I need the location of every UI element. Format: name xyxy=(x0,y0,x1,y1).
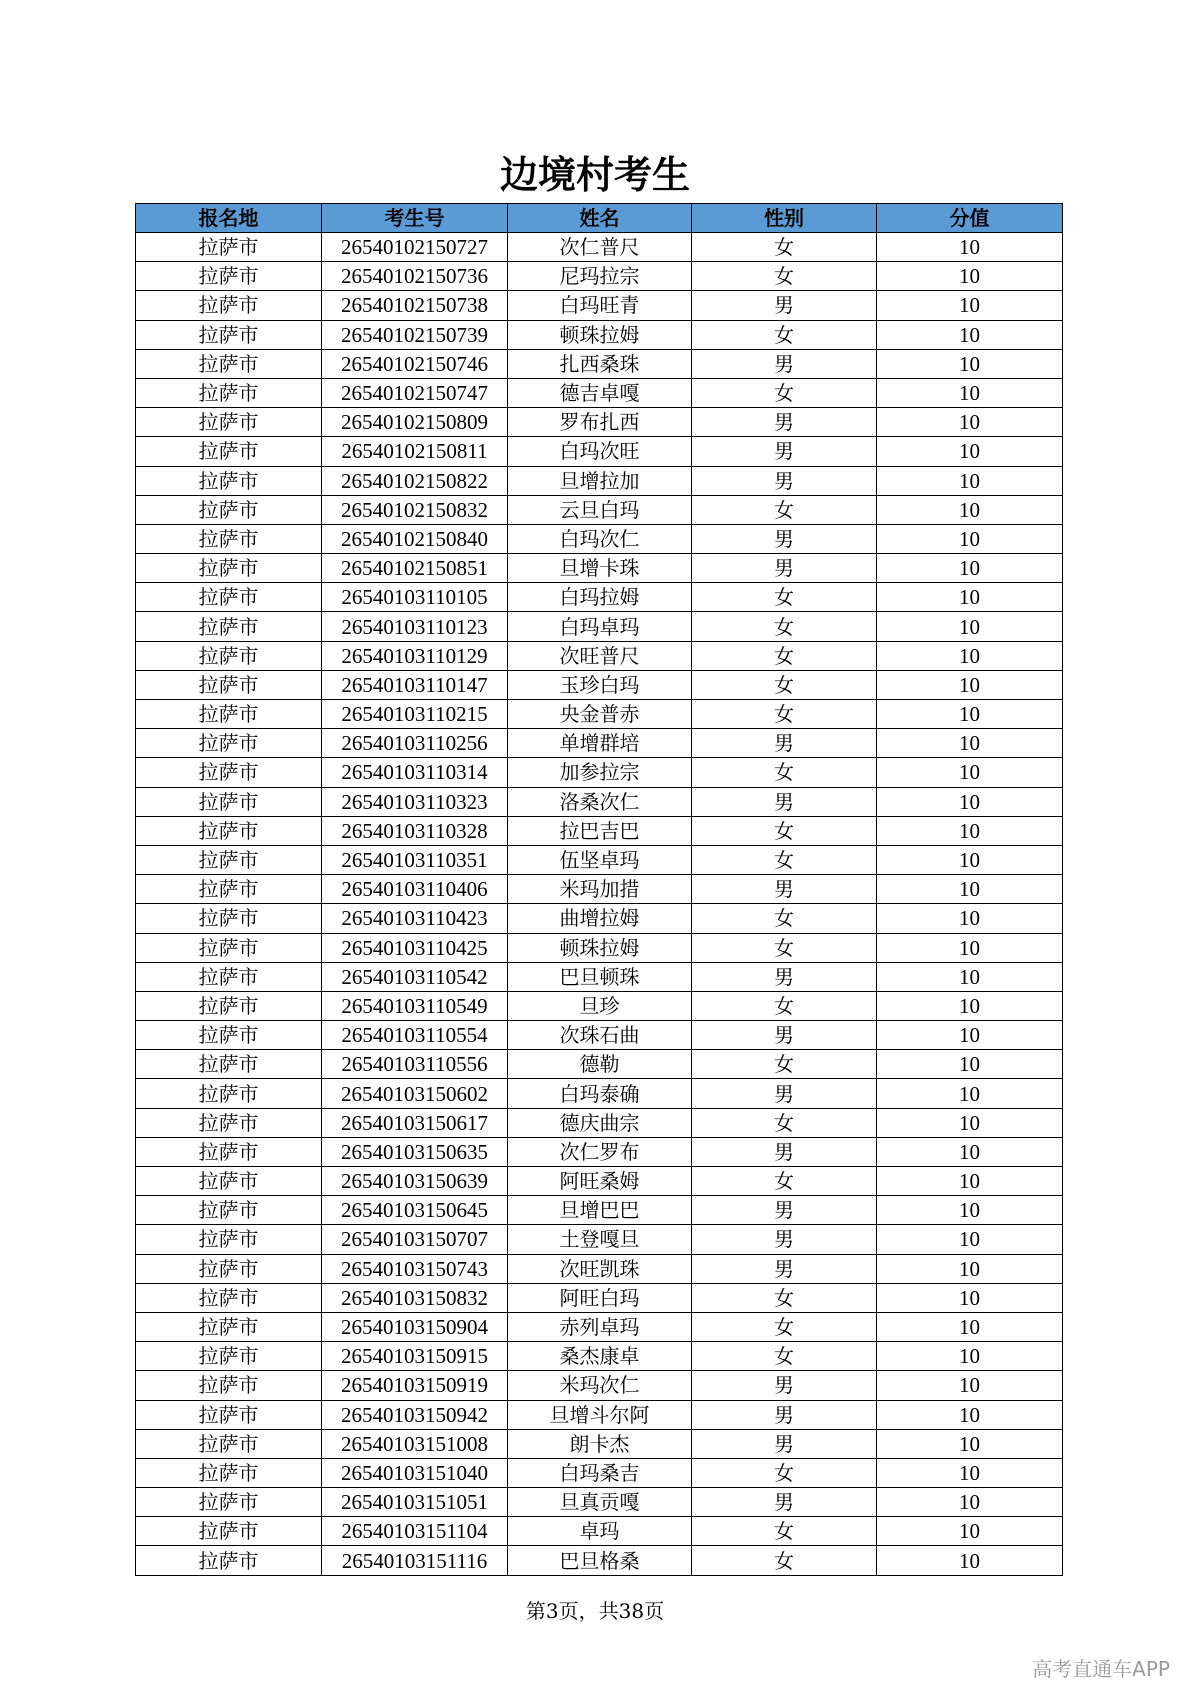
cell-score: 10 xyxy=(877,1137,1063,1166)
cell-score: 10 xyxy=(877,378,1063,407)
cell-gender: 女 xyxy=(692,758,877,787)
cell-name: 巴旦顿珠 xyxy=(508,962,692,991)
cell-score: 10 xyxy=(877,670,1063,699)
cell-score: 10 xyxy=(877,1021,1063,1050)
table-row xyxy=(136,1167,1063,1196)
table-row xyxy=(136,845,1063,874)
cell-candidate-number: 26540102150822 xyxy=(322,466,508,495)
cell-gender: 女 xyxy=(692,670,877,699)
cell-registration-place: 拉萨市 xyxy=(136,1400,322,1429)
cell-score: 10 xyxy=(877,612,1063,641)
cell-gender: 男 xyxy=(692,1400,877,1429)
cell-registration-place: 拉萨市 xyxy=(136,700,322,729)
cell-name: 罗布扎西 xyxy=(508,408,692,437)
cell-score: 10 xyxy=(877,1225,1063,1254)
cell-gender: 男 xyxy=(692,1079,877,1108)
cell-name: 米玛次仁 xyxy=(508,1371,692,1400)
table-row xyxy=(136,1196,1063,1225)
header-score: 分值 xyxy=(877,204,1063,233)
cell-candidate-number: 26540102150811 xyxy=(322,437,508,466)
cell-candidate-number: 26540103110406 xyxy=(322,875,508,904)
cell-name: 德吉卓嘎 xyxy=(508,378,692,407)
table-row xyxy=(136,816,1063,845)
cell-candidate-number: 26540103150645 xyxy=(322,1196,508,1225)
cell-name: 土登嘎旦 xyxy=(508,1225,692,1254)
cell-name: 白玛次仁 xyxy=(508,524,692,553)
cell-gender: 男 xyxy=(692,962,877,991)
cell-gender: 男 xyxy=(692,1196,877,1225)
cell-name: 次仁普尺 xyxy=(508,233,692,262)
cell-score: 10 xyxy=(877,262,1063,291)
cell-registration-place: 拉萨市 xyxy=(136,641,322,670)
cell-registration-place: 拉萨市 xyxy=(136,1050,322,1079)
cell-score: 10 xyxy=(877,1050,1063,1079)
cell-candidate-number: 26540103150904 xyxy=(322,1312,508,1341)
cell-registration-place: 拉萨市 xyxy=(136,904,322,933)
cell-candidate-number: 26540103110215 xyxy=(322,700,508,729)
cell-name: 拉巴吉巴 xyxy=(508,816,692,845)
table-row xyxy=(136,1429,1063,1458)
cell-score: 10 xyxy=(877,466,1063,495)
table-row xyxy=(136,320,1063,349)
table-row xyxy=(136,787,1063,816)
cell-candidate-number: 26540103110147 xyxy=(322,670,508,699)
cell-name: 米玛加措 xyxy=(508,875,692,904)
cell-registration-place: 拉萨市 xyxy=(136,670,322,699)
cell-score: 10 xyxy=(877,1079,1063,1108)
cell-registration-place: 拉萨市 xyxy=(136,991,322,1020)
cell-candidate-number: 26540103151051 xyxy=(322,1488,508,1517)
cell-gender: 女 xyxy=(692,845,877,874)
cell-gender: 男 xyxy=(692,466,877,495)
table-row xyxy=(136,1050,1063,1079)
cell-gender: 女 xyxy=(692,1167,877,1196)
cell-name: 阿旺白玛 xyxy=(508,1283,692,1312)
cell-score: 10 xyxy=(877,641,1063,670)
cell-registration-place: 拉萨市 xyxy=(136,1225,322,1254)
cell-registration-place: 拉萨市 xyxy=(136,1546,322,1575)
cell-registration-place: 拉萨市 xyxy=(136,1371,322,1400)
cell-score: 10 xyxy=(877,729,1063,758)
cell-candidate-number: 26540103151104 xyxy=(322,1517,508,1546)
cell-score: 10 xyxy=(877,320,1063,349)
table-row xyxy=(136,495,1063,524)
cell-name: 次旺凯珠 xyxy=(508,1254,692,1283)
cell-registration-place: 拉萨市 xyxy=(136,1021,322,1050)
cell-gender: 男 xyxy=(692,1021,877,1050)
cell-candidate-number: 26540103151116 xyxy=(322,1546,508,1575)
cell-gender: 女 xyxy=(692,904,877,933)
cell-gender: 女 xyxy=(692,1342,877,1371)
cell-name: 央金普赤 xyxy=(508,700,692,729)
cell-name: 洛桑次仁 xyxy=(508,787,692,816)
table-row xyxy=(136,554,1063,583)
cell-candidate-number: 26540103110425 xyxy=(322,933,508,962)
page-title: 边境村考生 xyxy=(499,153,690,197)
table-row xyxy=(136,233,1063,262)
cell-candidate-number: 26540103150707 xyxy=(322,1225,508,1254)
cell-name: 巴旦格桑 xyxy=(508,1546,692,1575)
cell-score: 10 xyxy=(877,495,1063,524)
cell-score: 10 xyxy=(877,524,1063,553)
table-row xyxy=(136,1312,1063,1341)
cell-candidate-number: 26540103110542 xyxy=(322,962,508,991)
cell-registration-place: 拉萨市 xyxy=(136,233,322,262)
cell-gender: 男 xyxy=(692,349,877,378)
cell-name: 白玛卓玛 xyxy=(508,612,692,641)
cell-registration-place: 拉萨市 xyxy=(136,495,322,524)
cell-score: 10 xyxy=(877,233,1063,262)
cell-candidate-number: 26540103110328 xyxy=(322,816,508,845)
cell-registration-place: 拉萨市 xyxy=(136,1196,322,1225)
cell-gender: 女 xyxy=(692,612,877,641)
cell-score: 10 xyxy=(877,933,1063,962)
cell-candidate-number: 26540102150738 xyxy=(322,291,508,320)
table-row xyxy=(136,466,1063,495)
cell-gender: 男 xyxy=(692,1225,877,1254)
cell-registration-place: 拉萨市 xyxy=(136,291,322,320)
table-row xyxy=(136,1225,1063,1254)
cell-gender: 女 xyxy=(692,583,877,612)
cell-score: 10 xyxy=(877,1371,1063,1400)
cell-registration-place: 拉萨市 xyxy=(136,1079,322,1108)
cell-registration-place: 拉萨市 xyxy=(136,1517,322,1546)
cell-name: 白玛桑吉 xyxy=(508,1458,692,1487)
cell-name: 尼玛拉宗 xyxy=(508,262,692,291)
cell-candidate-number: 26540102150736 xyxy=(322,262,508,291)
header-candidate-number: 考生号 xyxy=(322,204,508,233)
cell-registration-place: 拉萨市 xyxy=(136,378,322,407)
cell-gender: 女 xyxy=(692,495,877,524)
cell-registration-place: 拉萨市 xyxy=(136,466,322,495)
cell-gender: 女 xyxy=(692,1108,877,1137)
cell-name: 白玛旺青 xyxy=(508,291,692,320)
cell-score: 10 xyxy=(877,1254,1063,1283)
cell-score: 10 xyxy=(877,1342,1063,1371)
cell-registration-place: 拉萨市 xyxy=(136,1137,322,1166)
cell-name: 旦增卡珠 xyxy=(508,554,692,583)
table-body xyxy=(136,233,1063,1576)
cell-candidate-number: 26540102150747 xyxy=(322,378,508,407)
cell-registration-place: 拉萨市 xyxy=(136,962,322,991)
cell-registration-place: 拉萨市 xyxy=(136,408,322,437)
table-row xyxy=(136,1371,1063,1400)
cell-candidate-number: 26540103150915 xyxy=(322,1342,508,1371)
table-row xyxy=(136,1488,1063,1517)
cell-candidate-number: 26540103110554 xyxy=(322,1021,508,1050)
cell-gender: 女 xyxy=(692,933,877,962)
cell-score: 10 xyxy=(877,349,1063,378)
cell-gender: 男 xyxy=(692,524,877,553)
cell-candidate-number: 26540102150851 xyxy=(322,554,508,583)
cell-registration-place: 拉萨市 xyxy=(136,729,322,758)
cell-score: 10 xyxy=(877,1400,1063,1429)
cell-name: 单增群培 xyxy=(508,729,692,758)
cell-name: 朗卡杰 xyxy=(508,1429,692,1458)
cell-name: 旦珍 xyxy=(508,991,692,1020)
cell-score: 10 xyxy=(877,1517,1063,1546)
table-row xyxy=(136,437,1063,466)
table-header-row xyxy=(136,204,1063,233)
cell-score: 10 xyxy=(877,437,1063,466)
table-row xyxy=(136,612,1063,641)
table-row xyxy=(136,670,1063,699)
candidate-table xyxy=(135,203,1063,1576)
cell-name: 旦增斗尔阿 xyxy=(508,1400,692,1429)
cell-score: 10 xyxy=(877,1458,1063,1487)
cell-registration-place: 拉萨市 xyxy=(136,1342,322,1371)
cell-candidate-number: 26540103110129 xyxy=(322,641,508,670)
table-row xyxy=(136,904,1063,933)
cell-name: 赤列卓玛 xyxy=(508,1312,692,1341)
cell-registration-place: 拉萨市 xyxy=(136,816,322,845)
table-row xyxy=(136,933,1063,962)
cell-gender: 女 xyxy=(692,1050,877,1079)
cell-name: 旦增拉加 xyxy=(508,466,692,495)
table-row xyxy=(136,700,1063,729)
cell-registration-place: 拉萨市 xyxy=(136,1312,322,1341)
cell-registration-place: 拉萨市 xyxy=(136,1488,322,1517)
table-row xyxy=(136,729,1063,758)
cell-name: 次仁罗布 xyxy=(508,1137,692,1166)
cell-candidate-number: 26540103110423 xyxy=(322,904,508,933)
cell-score: 10 xyxy=(877,554,1063,583)
cell-score: 10 xyxy=(877,700,1063,729)
cell-candidate-number: 26540103150617 xyxy=(322,1108,508,1137)
cell-registration-place: 拉萨市 xyxy=(136,262,322,291)
cell-name: 阿旺桑姆 xyxy=(508,1167,692,1196)
cell-name: 白玛泰确 xyxy=(508,1079,692,1108)
cell-gender: 男 xyxy=(692,1429,877,1458)
cell-gender: 男 xyxy=(692,729,877,758)
cell-candidate-number: 26540103110351 xyxy=(322,845,508,874)
table-row xyxy=(136,262,1063,291)
cell-score: 10 xyxy=(877,875,1063,904)
cell-candidate-number: 26540102150739 xyxy=(322,320,508,349)
cell-candidate-number: 26540102150746 xyxy=(322,349,508,378)
cell-name: 玉珍白玛 xyxy=(508,670,692,699)
cell-registration-place: 拉萨市 xyxy=(136,437,322,466)
cell-gender: 女 xyxy=(692,1458,877,1487)
table-row xyxy=(136,962,1063,991)
cell-registration-place: 拉萨市 xyxy=(136,1167,322,1196)
cell-candidate-number: 26540103110556 xyxy=(322,1050,508,1079)
cell-name: 白玛拉姆 xyxy=(508,583,692,612)
table-row xyxy=(136,758,1063,787)
watermark: 高考直通车APP xyxy=(1032,1657,1170,1681)
cell-gender: 女 xyxy=(692,320,877,349)
cell-name: 顿珠拉姆 xyxy=(508,933,692,962)
cell-registration-place: 拉萨市 xyxy=(136,1458,322,1487)
cell-candidate-number: 26540103150919 xyxy=(322,1371,508,1400)
cell-registration-place: 拉萨市 xyxy=(136,1108,322,1137)
cell-registration-place: 拉萨市 xyxy=(136,1429,322,1458)
cell-name: 次珠石曲 xyxy=(508,1021,692,1050)
page-footer: 第3页，共38页 xyxy=(525,1599,665,1623)
cell-registration-place: 拉萨市 xyxy=(136,583,322,612)
cell-name: 次旺普尺 xyxy=(508,641,692,670)
cell-candidate-number: 26540102150832 xyxy=(322,495,508,524)
table-row xyxy=(136,583,1063,612)
cell-name: 卓玛 xyxy=(508,1517,692,1546)
cell-name: 顿珠拉姆 xyxy=(508,320,692,349)
table-row xyxy=(136,1021,1063,1050)
cell-score: 10 xyxy=(877,408,1063,437)
cell-registration-place: 拉萨市 xyxy=(136,1254,322,1283)
cell-candidate-number: 26540102150840 xyxy=(322,524,508,553)
cell-registration-place: 拉萨市 xyxy=(136,320,322,349)
cell-name: 德庆曲宗 xyxy=(508,1108,692,1137)
cell-candidate-number: 26540103110323 xyxy=(322,787,508,816)
table-row xyxy=(136,1137,1063,1166)
cell-gender: 女 xyxy=(692,1312,877,1341)
cell-candidate-number: 26540103110314 xyxy=(322,758,508,787)
cell-gender: 女 xyxy=(692,378,877,407)
cell-candidate-number: 26540102150809 xyxy=(322,408,508,437)
cell-registration-place: 拉萨市 xyxy=(136,349,322,378)
cell-score: 10 xyxy=(877,962,1063,991)
cell-gender: 男 xyxy=(692,408,877,437)
cell-gender: 男 xyxy=(692,291,877,320)
cell-name: 云旦白玛 xyxy=(508,495,692,524)
cell-candidate-number: 26540103150635 xyxy=(322,1137,508,1166)
cell-gender: 女 xyxy=(692,233,877,262)
cell-candidate-number: 26540103150639 xyxy=(322,1167,508,1196)
cell-gender: 男 xyxy=(692,1488,877,1517)
table-row xyxy=(136,991,1063,1020)
table-row xyxy=(136,1283,1063,1312)
table-row xyxy=(136,291,1063,320)
cell-name: 旦真贡嘎 xyxy=(508,1488,692,1517)
table-row xyxy=(136,524,1063,553)
cell-score: 10 xyxy=(877,787,1063,816)
cell-score: 10 xyxy=(877,1196,1063,1225)
cell-registration-place: 拉萨市 xyxy=(136,524,322,553)
cell-name: 桑杰康卓 xyxy=(508,1342,692,1371)
cell-name: 曲增拉姆 xyxy=(508,904,692,933)
cell-candidate-number: 26540102150727 xyxy=(322,233,508,262)
cell-candidate-number: 26540103150832 xyxy=(322,1283,508,1312)
cell-name: 扎西桑珠 xyxy=(508,349,692,378)
cell-score: 10 xyxy=(877,758,1063,787)
cell-registration-place: 拉萨市 xyxy=(136,787,322,816)
cell-score: 10 xyxy=(877,1167,1063,1196)
cell-score: 10 xyxy=(877,1488,1063,1517)
cell-registration-place: 拉萨市 xyxy=(136,1283,322,1312)
table-row xyxy=(136,1342,1063,1371)
cell-candidate-number: 26540103151040 xyxy=(322,1458,508,1487)
table-row xyxy=(136,1079,1063,1108)
cell-candidate-number: 26540103150602 xyxy=(322,1079,508,1108)
cell-score: 10 xyxy=(877,583,1063,612)
table-row xyxy=(136,641,1063,670)
cell-gender: 女 xyxy=(692,991,877,1020)
cell-name: 旦增巴巴 xyxy=(508,1196,692,1225)
cell-name: 伍坚卓玛 xyxy=(508,845,692,874)
cell-gender: 男 xyxy=(692,1137,877,1166)
cell-registration-place: 拉萨市 xyxy=(136,758,322,787)
cell-score: 10 xyxy=(877,291,1063,320)
cell-gender: 男 xyxy=(692,875,877,904)
cell-gender: 女 xyxy=(692,700,877,729)
table-row xyxy=(136,378,1063,407)
table-row xyxy=(136,349,1063,378)
table-row xyxy=(136,1108,1063,1137)
cell-gender: 男 xyxy=(692,1371,877,1400)
cell-registration-place: 拉萨市 xyxy=(136,845,322,874)
cell-score: 10 xyxy=(877,816,1063,845)
cell-gender: 男 xyxy=(692,554,877,583)
cell-candidate-number: 26540103110105 xyxy=(322,583,508,612)
cell-candidate-number: 26540103150942 xyxy=(322,1400,508,1429)
header-name: 姓名 xyxy=(508,204,692,233)
cell-name: 加参拉宗 xyxy=(508,758,692,787)
cell-candidate-number: 26540103110123 xyxy=(322,612,508,641)
cell-score: 10 xyxy=(877,904,1063,933)
table-row xyxy=(136,1254,1063,1283)
cell-gender: 男 xyxy=(692,1254,877,1283)
cell-candidate-number: 26540103150743 xyxy=(322,1254,508,1283)
cell-gender: 女 xyxy=(692,1283,877,1312)
cell-registration-place: 拉萨市 xyxy=(136,875,322,904)
cell-gender: 女 xyxy=(692,262,877,291)
cell-name: 德勒 xyxy=(508,1050,692,1079)
cell-score: 10 xyxy=(877,1429,1063,1458)
cell-gender: 男 xyxy=(692,787,877,816)
cell-registration-place: 拉萨市 xyxy=(136,612,322,641)
cell-candidate-number: 26540103110549 xyxy=(322,991,508,1020)
cell-score: 10 xyxy=(877,1546,1063,1575)
cell-gender: 女 xyxy=(692,1517,877,1546)
cell-gender: 女 xyxy=(692,816,877,845)
table-row xyxy=(136,1517,1063,1546)
cell-name: 白玛次旺 xyxy=(508,437,692,466)
table-row xyxy=(136,1546,1063,1575)
cell-gender: 女 xyxy=(692,1546,877,1575)
cell-registration-place: 拉萨市 xyxy=(136,554,322,583)
cell-score: 10 xyxy=(877,845,1063,874)
table-row xyxy=(136,408,1063,437)
table-row xyxy=(136,875,1063,904)
cell-gender: 男 xyxy=(692,437,877,466)
cell-score: 10 xyxy=(877,1312,1063,1341)
cell-gender: 女 xyxy=(692,641,877,670)
cell-candidate-number: 26540103110256 xyxy=(322,729,508,758)
cell-candidate-number: 26540103151008 xyxy=(322,1429,508,1458)
cell-score: 10 xyxy=(877,991,1063,1020)
cell-score: 10 xyxy=(877,1108,1063,1137)
table-row xyxy=(136,1458,1063,1487)
table-row xyxy=(136,1400,1063,1429)
header-gender: 性别 xyxy=(692,204,877,233)
cell-score: 10 xyxy=(877,1283,1063,1312)
header-registration-place: 报名地 xyxy=(136,204,322,233)
cell-registration-place: 拉萨市 xyxy=(136,933,322,962)
